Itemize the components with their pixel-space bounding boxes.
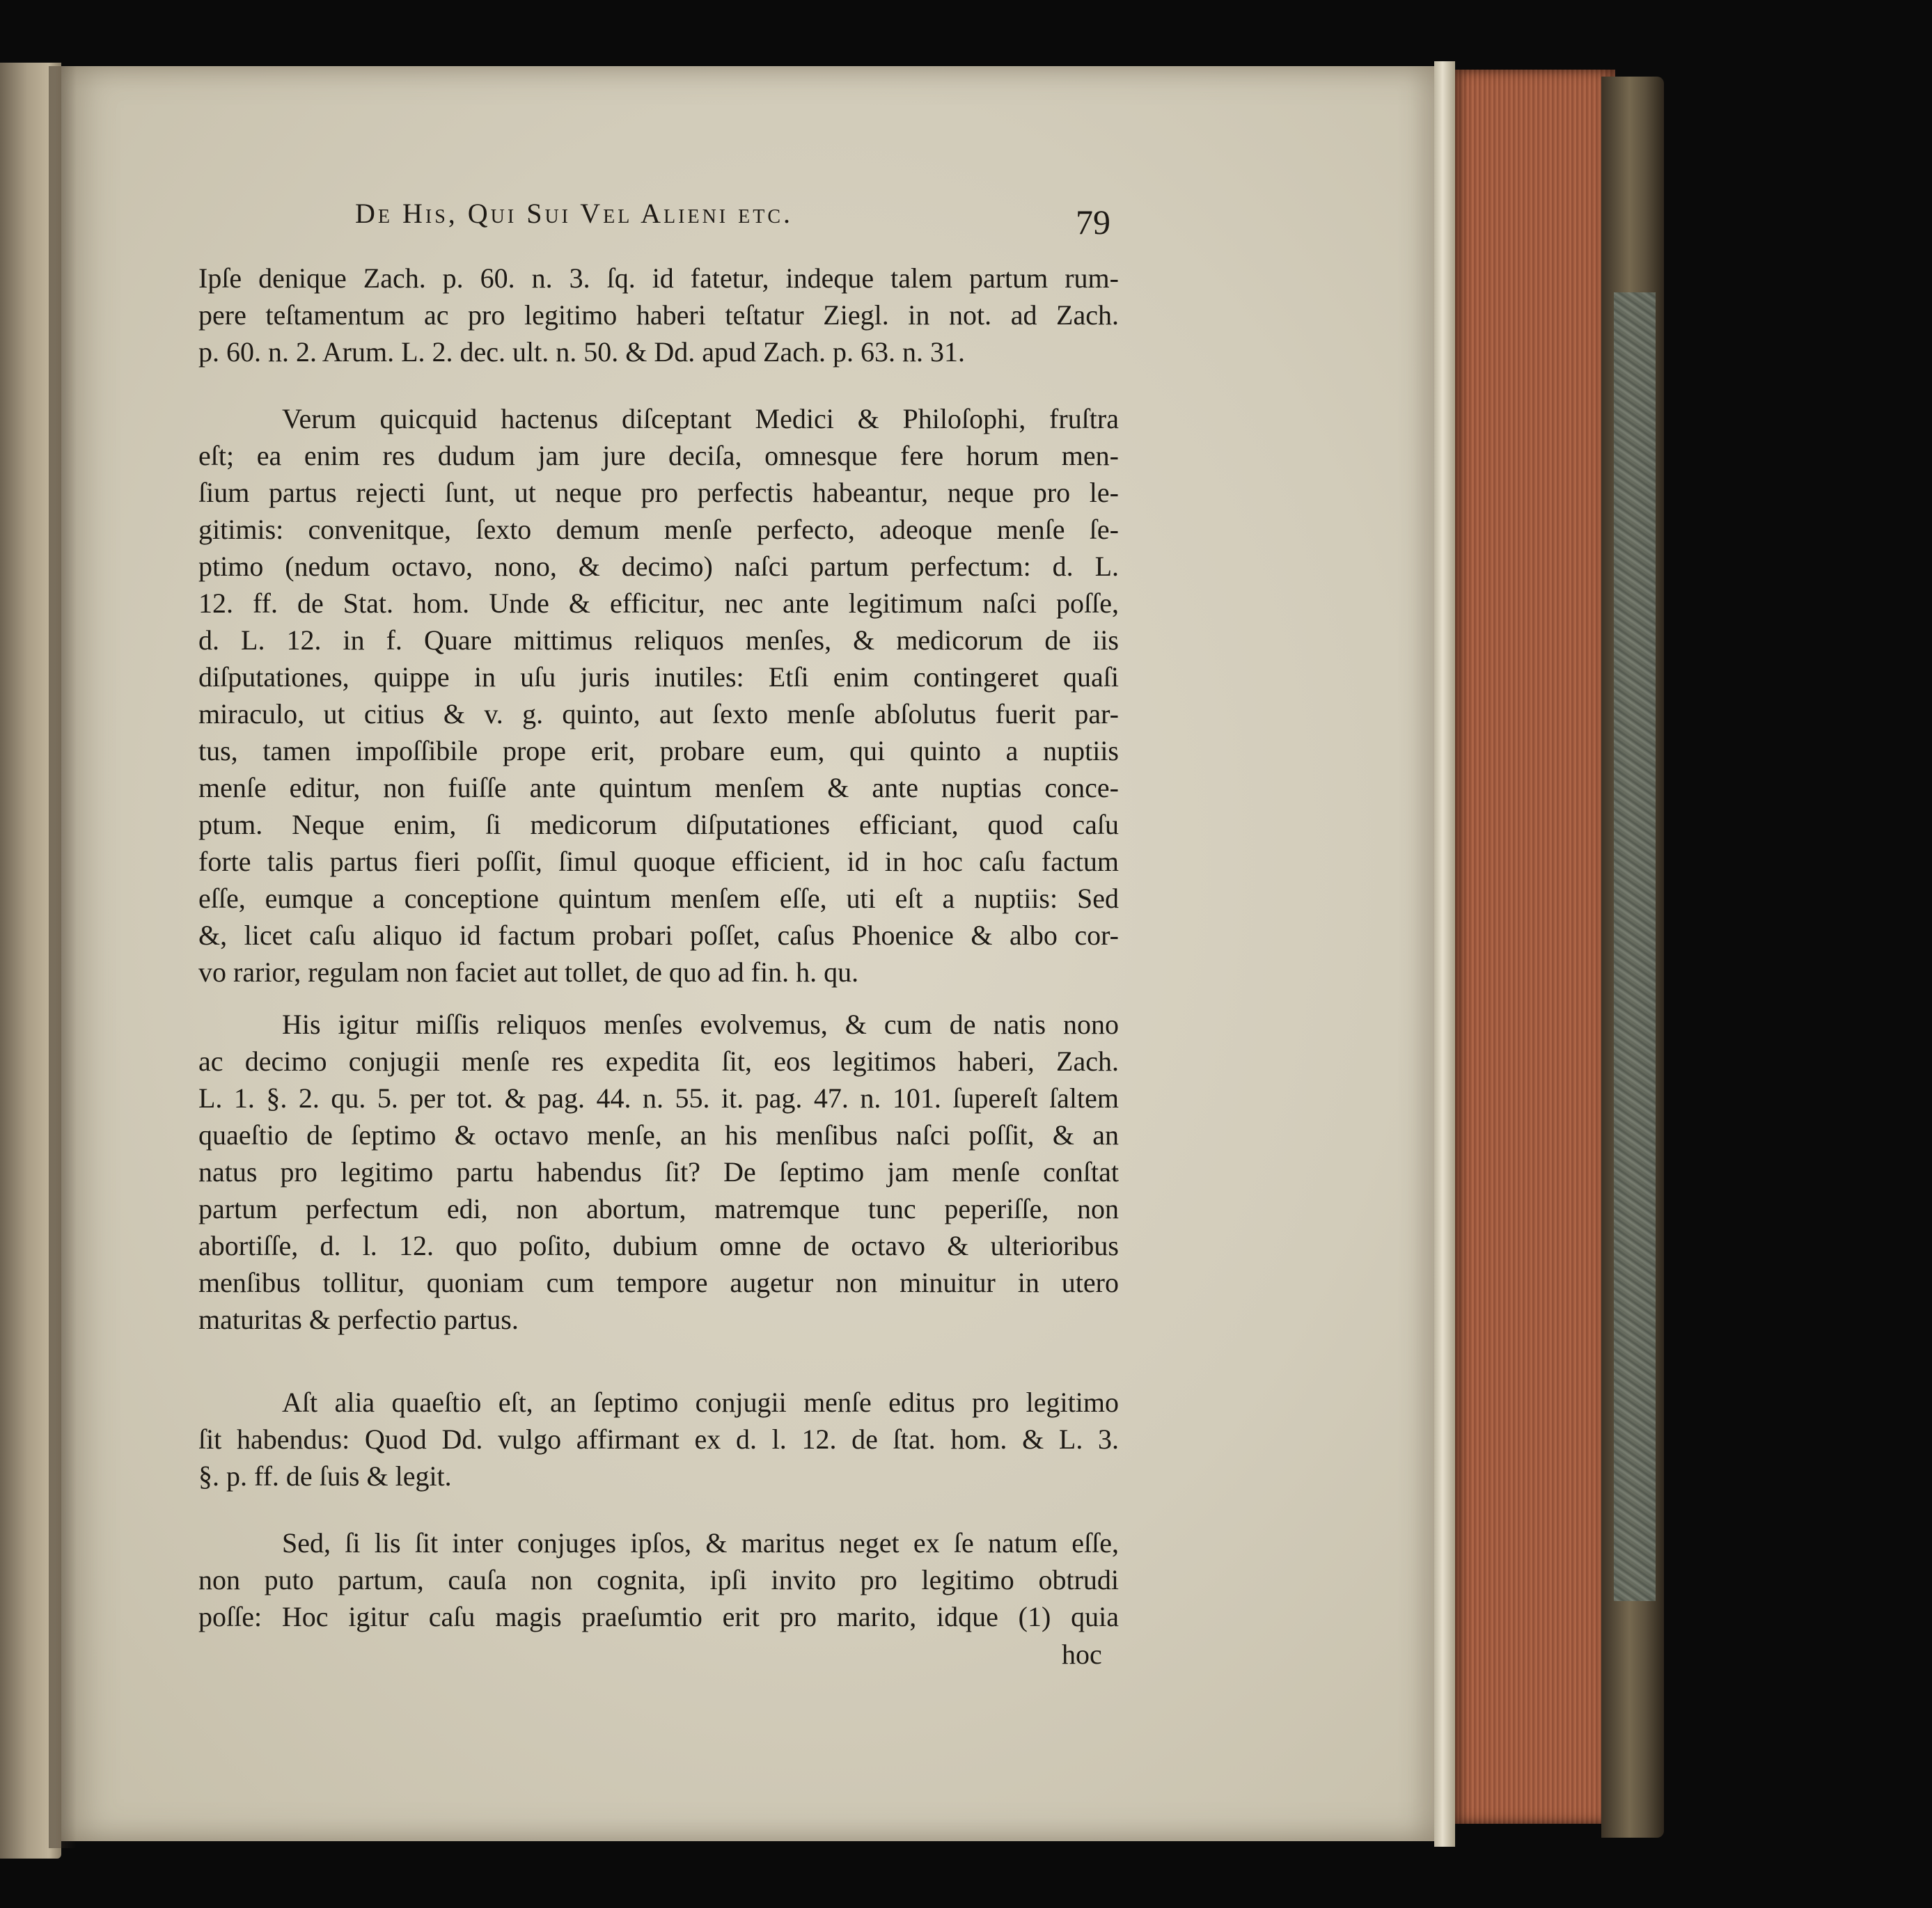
text-line: diſputationes, quippe in uſu juris inutiles: Etſi enim contingeret quaſi — [198, 661, 1119, 693]
paragraph-4 — [198, 1384, 1119, 1495]
text-line: vo rarior, regulam non faciet aut tollet, de quo ad fin. h. qu. — [198, 956, 859, 988]
text-line: eſſe, eumque a conceptione quintum menſem eſſe, uti eſt a nuptiis: Sed — [198, 883, 1119, 914]
paragraph-3 — [198, 1006, 1119, 1338]
text-line: partum perfectum edi, non abortum, matremque tunc peperiſſe, non — [198, 1193, 1119, 1224]
text-line: ptimo (nedum octavo, nono, & decimo) naſci partum perfectum: d. L. — [198, 551, 1119, 582]
text-block-red-edge — [1455, 70, 1615, 1824]
text-line: L. 1. §. 2. qu. 5. per tot. & pag. 44. n. 55. it. pag. 47. n. 101. ſupereſt ſaltem — [198, 1082, 1119, 1114]
text-line: p. 60. n. 2. Arum. L. 2. dec. ult. n. 50. & Dd. apud Zach. p. 63. n. 31. — [198, 336, 965, 368]
gutter-shadow — [49, 66, 77, 1848]
running-header — [355, 197, 793, 230]
text-line: 12. ff. de Stat. hom. Unde & efficitur, nec ante legitimum naſci poſſe, — [198, 588, 1119, 619]
text-line: forte talis partus fieri poſſit, ſimul quoque efficient, id in hoc caſu factum — [198, 846, 1119, 877]
text-line: ptum. Neque enim, ſi medicorum diſputationes efficiant, quod caſu — [198, 809, 1119, 840]
text-line: miraculo, ut citius & v. g. quinto, aut ſexto menſe abſolutus fuerit par- — [198, 698, 1119, 730]
text-line: abortiſſe, d. l. 12. quo poſito, dubium omne de octavo & ulterioribus — [198, 1230, 1119, 1261]
text-line: menſibus tollitur, quoniam cum tempore augetur non minuitur in utero — [198, 1267, 1119, 1298]
text-line: tus, tamen impoſſibile prope erit, probare eum, qui quinto a nuptiis — [198, 735, 1119, 766]
text-line: maturitas & perfectio partus. — [198, 1304, 519, 1335]
text-line: pere teſtamentum ac pro legitimo haberi teſtatur Ziegl. in not. ad Zach. — [198, 299, 1119, 331]
text-line: His igitur miſſis reliquos menſes evolvemus, & cum de natis nono — [282, 1009, 1119, 1040]
text-line: &, licet caſu aliquo id factum probari poſſet, caſus Phoenice & albo cor- — [198, 920, 1119, 951]
text-line: natus pro legitimo partu habendus ſit? De ſeptimo jam menſe conſtat — [198, 1156, 1119, 1188]
text-line: d. L. 12. in f. Quare mittimus reliquos menſes, & medicorum de iis — [198, 624, 1119, 656]
running-title: De His, Qui Sui Vel Alieni etc. — [355, 198, 794, 229]
text-line: menſe editur, non fuiſſe ante quintum menſem & ante nuptias conce- — [198, 772, 1119, 803]
paragraph-1 — [198, 260, 1119, 370]
text-line: gitimis: convenitque, ſexto demum menſe perfecto, adeoque menſe ſe- — [198, 514, 1119, 545]
text-line: §. p. ff. de ſuis & legit. — [198, 1460, 452, 1492]
text-line: Verum quicquid hactenus diſceptant Medici & Philoſophi, fruſtra — [282, 403, 1119, 434]
text-line: ſit habendus: Quod Dd. vulgo affirmant ex d. l. 12. de ſtat. hom. & L. 3. — [198, 1424, 1119, 1455]
catchword: hoc — [1062, 1639, 1102, 1670]
page-fore-edge — [1434, 61, 1455, 1847]
marbled-cover-paper — [1614, 292, 1656, 1601]
text-line: poſſe: Hoc igitur caſu magis praeſumtio erit pro marito, idque (1) quia — [198, 1601, 1119, 1632]
paragraph-2 — [198, 400, 1119, 991]
page-number: 79 — [1076, 203, 1110, 242]
text-line: ſium partus rejecti ſunt, ut neque pro perfectis habeantur, neque pro le- — [198, 477, 1119, 508]
text-line: non puto partum, cauſa non cognita, ipſi invito pro legitimo obtrudi — [198, 1564, 1119, 1595]
text-line: Aſt alia quaeſtio eſt, an ſeptimo conjugii menſe editus pro legitimo — [282, 1387, 1119, 1418]
paragraph-5 — [198, 1524, 1119, 1635]
text-line: Sed, ſi lis ſit inter conjuges ipſos, & maritus neget ex ſe natum eſſe, — [282, 1527, 1119, 1559]
text-line: quaeſtio de ſeptimo & octavo menſe, an his menſibus naſci poſſit, & an — [198, 1119, 1119, 1151]
text-line: Ipſe denique Zach. p. 60. n. 3. ſq. id fatetur, indeque talem partum rum- — [198, 262, 1119, 294]
text-line: ac decimo conjugii menſe res expedita ſit, eos legitimos haberi, Zach. — [198, 1046, 1119, 1077]
text-line: eſt; ea enim res dudum jam jure deciſa, omnesque fere horum men- — [198, 440, 1119, 471]
